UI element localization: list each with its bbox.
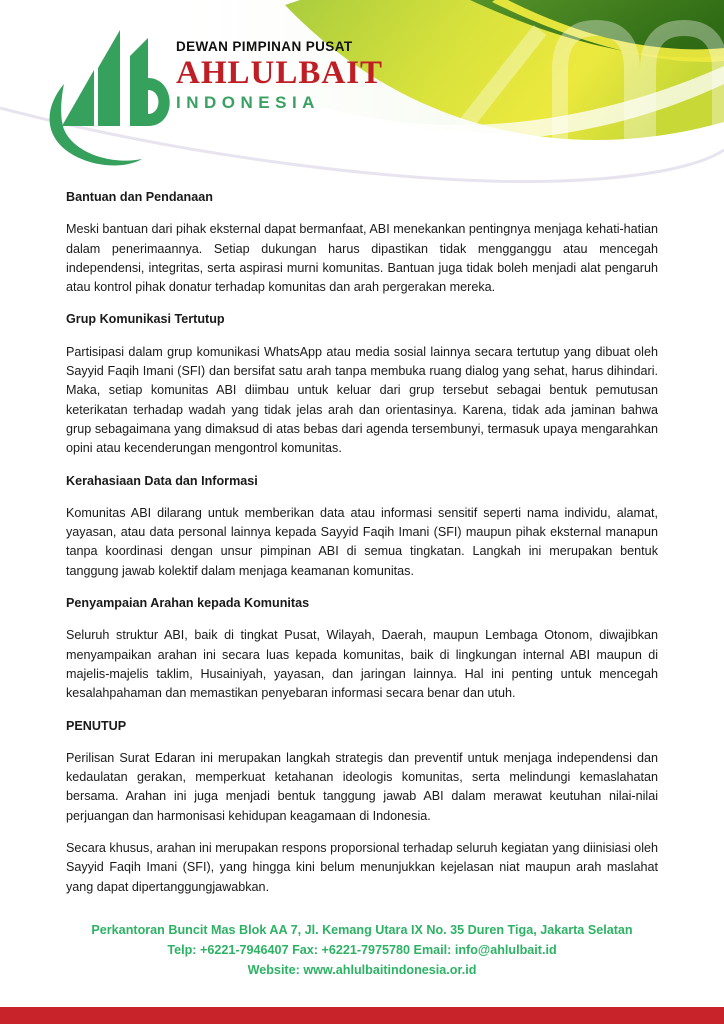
section-paragraph: Perilisan Surat Edaran ini merupakan langkah strategis dan preventif untuk menjaga independensi dan kedaulatan gerakan, memperkuat ketahanan ideologis komunitas, serta melindungi kemaslahatan bersama. Arahan ini juga menjadi bentuk tanggung jawab ABI dalam merawat keutuhan nilai-nilai perjuangan dan harmonisasi kehidupan keagamaan di Indonesia. xyxy=(66,750,658,823)
letterhead xyxy=(0,0,724,180)
document-body xyxy=(0,180,724,897)
bottom-red-bar xyxy=(0,1007,724,1024)
section-paragraph: Meski bantuan dari pihak eksternal dapat bermanfaat, ABI menekankan pentingnya menjaga kehati-hatian dalam penerimaannya. Setiap dukungan harus dipastikan tidak mengganggu atau mencegah independensi, integritas, serta aspirasi murni komunitas. Bantuan juga tidak boleh menjadi alat pengaruh atau kontrol pihak donatur terhadap komunitas dan arah pergerakan mereka. xyxy=(66,222,658,295)
abi-logo xyxy=(38,26,178,168)
section-heading-grup-komunikasi: Grup Komunikasi Tertutup xyxy=(66,312,225,327)
section-paragraph: Secara khusus, arahan ini merupakan respons proporsional terhadap seluruh kegiatan yang diinisiasi oleh Sayyid Faqih Imani (SFI), yang hingga kini belum menunjukkan kejelasan niat maupun arah maslahat yang dapat dipertanggungjawabkan. xyxy=(66,841,658,894)
section-heading-kerahasiaan: Kerahasiaan Data dan Informasi xyxy=(66,473,258,488)
section-heading-penutup: PENUTUP xyxy=(66,718,127,733)
org-name-line1: DEWAN PIMPINAN PUSAT xyxy=(176,39,353,54)
org-name-line3: INDONESIA xyxy=(176,92,320,112)
org-name-block xyxy=(176,40,383,111)
section-heading-penyampaian: Penyampaian Arahan kepada Komunitas xyxy=(66,596,310,611)
section-paragraph: Komunitas ABI dilarang untuk memberikan data atau informasi sensitif seperti nama individu, alamat, yayasan, atau data personal lainnya kepada Sayyid Faqih Imani (SFI) maupun pihak eksternal manapun tanpa koordinasi dengan unsur pimpinan ABI di semua tingkatan. Langkah ini merupakan bentuk tanggung jawab kolektif dalam menjaga keamanan komunitas. xyxy=(66,505,658,578)
section-paragraph: Partisipasi dalam grup komunikasi WhatsApp atau media sosial lainnya secara tertutup yang dibuat oleh Sayyid Faqih Imani (SFI) dan bersifat satu arah tanpa membuka ruang dialog yang sehat, harus dihindari. Maka, setiap komunitas ABI diimbau untuk keluar dari grup tersebut sebagai bentuk pemutusan keterikatan terhadap wadah yang tidak jelas arah dan orientasinya. Karena, tidak ada jaminan bahwa grup sebagaimana yang dimaksud di atas bebas dari agenda tersembunyi, termasuk upaya mengarahkan opini atau kecenderungan mengontrol komunitas. xyxy=(66,344,658,456)
footer-website: Website: www.ahlulbaitindonesia.or.id xyxy=(247,963,477,977)
abi-logo-icon xyxy=(38,26,178,168)
org-name-line2: AHLULBAIT xyxy=(176,54,384,91)
footer-contact: Telp: +6221-7946407 Fax: +6221-7975780 Email: info@ahlulbait.id xyxy=(167,943,557,957)
letterhead-footer xyxy=(0,920,724,980)
footer-address: Perkantoran Buncit Mas Blok AA 7, Jl. Kemang Utara IX No. 35 Duren Tiga, Jakarta Selatan xyxy=(91,923,633,937)
section-paragraph: Seluruh struktur ABI, baik di tingkat Pusat, Wilayah, Daerah, maupun Lembaga Otonom, diwajibkan menyampaikan arahan ini secara luas kepada komunitas, baik di lingkungan internal ABI maupun di majelis-majelis taklim, Husainiyah, yayasan, dan jaringan lainnya. Hal ini penting untuk mencegah kesalahpahaman dan memastikan penyebaran informasi secara benar dan utuh. xyxy=(66,628,658,701)
section-heading-bantuan: Bantuan dan Pendanaan xyxy=(66,190,213,204)
